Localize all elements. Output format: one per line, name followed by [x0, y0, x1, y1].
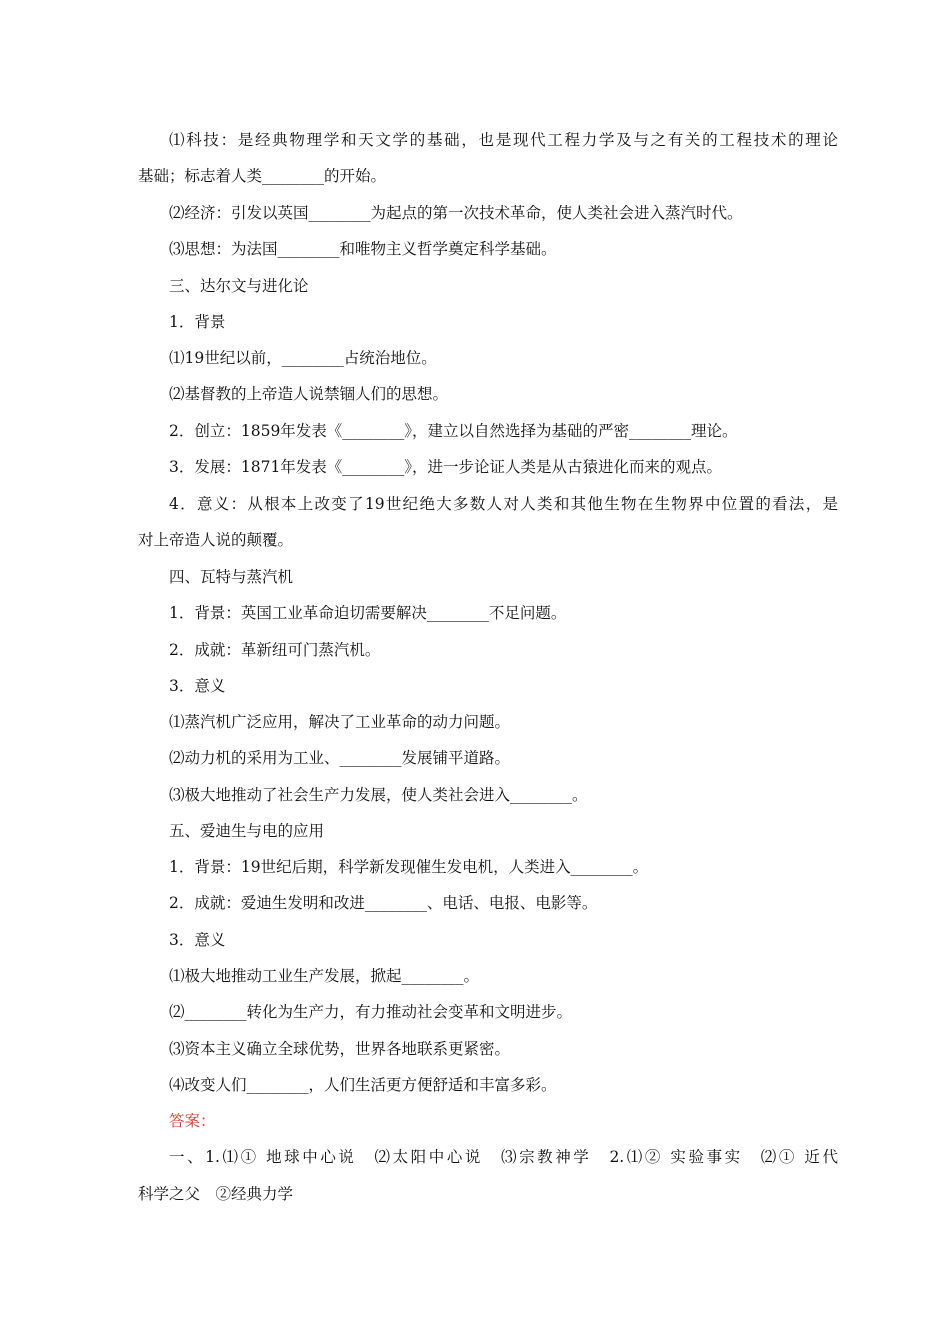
section-heading-watt: 四、瓦特与蒸汽机	[169, 568, 294, 586]
answer-line-1: 一、1.⑴① 地球中心说 ⑵太阳中心说 ⑶宗教神学 2.⑴② 实验事实 ⑵① 近代	[169, 1148, 838, 1166]
text-line-creationism: ⑵基督教的上帝造人说禁锢人们的思想。	[169, 385, 449, 403]
text-line-before-19th: ⑴19世纪以前，________占统治地位。	[169, 349, 437, 367]
text-line-steam-engine-use: ⑴蒸汽机广泛应用，解决了工业革命的动力问题。	[169, 713, 511, 731]
text-line-edison-background: 1．背景：19世纪后期，科学新发现催生发电机，人类进入________。	[169, 858, 649, 876]
text-line-thought-impact: ⑶思想：为法国________和唯物主义哲学奠定科学基础。	[169, 240, 557, 258]
text-line-science-impact-cont: 基础；标志着人类________的开始。	[138, 167, 387, 185]
text-line-productivity: ⑶极大地推动了社会生产力发展，使人类社会进入________。	[169, 786, 588, 804]
text-line-capitalism: ⑶资本主义确立全球优势，世界各地联系更紧密。	[169, 1040, 511, 1058]
text-line-watt-achievement: 2．成就：革新纽可门蒸汽机。	[169, 641, 381, 659]
subheading-edison-significance: 3．意义	[169, 931, 226, 949]
text-line-development: 3．发展：1871年发表《________》，进一步论证人类是从古猿进化而来的观点。	[169, 458, 723, 476]
section-heading-darwin: 三、达尔文与进化论	[169, 277, 309, 295]
text-line-edison-achievement: 2．成就：爱迪生发明和改进________、电话、电报、电影等。	[169, 894, 598, 912]
text-line-productivity-transform: ⑵________转化为生产力，有力推动社会变革和文明进步。	[169, 1003, 573, 1021]
text-line-founding: 2．创立：1859年发表《________》，建立以自然选择为基础的严密________理论。	[169, 422, 738, 440]
text-line-watt-background: 1．背景：英国工业革命迫切需要解决________不足问题。	[169, 604, 567, 622]
text-line-significance: 4．意义：从根本上改变了19世纪绝大多数人对人类和其他生物在生物界中位置的看法，是	[169, 495, 838, 513]
text-line-significance-cont: 对上帝造人说的颠覆。	[138, 531, 294, 549]
text-line-industrial-boost: ⑴极大地推动工业生产发展，掀起________。	[169, 967, 480, 985]
answer-line-2: 科学之父 ②经典力学	[138, 1185, 294, 1203]
section-heading-edison: 五、爱迪生与电的应用	[169, 822, 325, 840]
answer-label: 答案：	[169, 1112, 216, 1130]
text-line-power-machine: ⑵动力机的采用为工业、________发展铺平道路。	[169, 749, 511, 767]
text-line-economy-impact: ⑵经济：引发以英国________为起点的第一次技术革命，使人类社会进入蒸汽时代。	[169, 204, 743, 222]
text-line-daily-life: ⑷改变人们________，人们生活更方便舒适和丰富多彩。	[169, 1076, 557, 1094]
subheading-background: 1．背景	[169, 313, 226, 331]
text-line-science-impact: ⑴科技：是经典物理学和天文学的基础，也是现代工程力学及与之有关的工程技术的理论	[169, 131, 838, 149]
subheading-watt-significance: 3．意义	[169, 677, 226, 695]
